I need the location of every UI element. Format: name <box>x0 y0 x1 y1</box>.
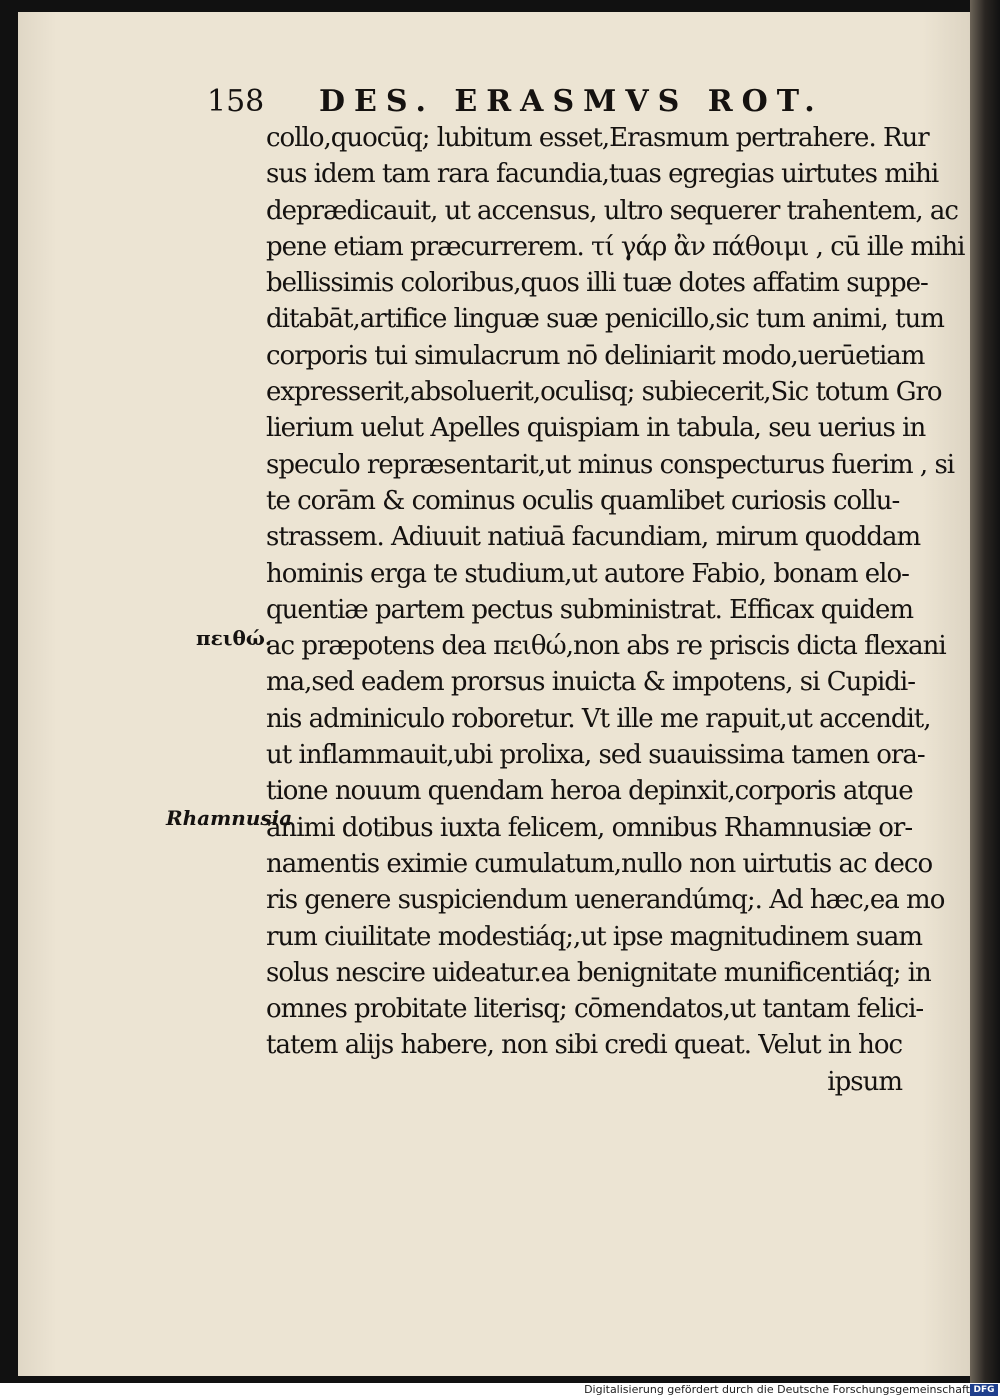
text-line: te corām & cominus oculis quamlibet curiosis collu- <box>266 485 900 516</box>
text-line: expresserit,absoluerit,oculisq; subiecerit,Sic totum Gro <box>266 377 942 408</box>
text-line: speculo repræsentarit,ut minus conspecturus fuerim , si <box>266 449 955 480</box>
text-line: lierium uelut Apelles quispiam in tabula, seu uerius in <box>266 413 926 444</box>
text-line: strassem. Adiuuit natiuā facundiam, mirum quoddam <box>266 522 921 553</box>
text-line: nis adminiculo roboretur. Vt ille me rapuit,ut accendit, <box>266 703 931 734</box>
text-line: collo,quocūq; lubitum esset,Erasmum pertrahere. Rur <box>266 123 929 153</box>
text-line: ut inflammauit,ubi prolixa, sed suauissima tamen ora- <box>266 740 925 771</box>
text-line: ma,sed eadem prorsus inuicta & impotens, si Cupidi- <box>266 667 916 698</box>
page-edge-shadow <box>970 0 1000 1383</box>
text-line: rum ciuilitate modestiáq;,ut ipse magnitudinem suam <box>266 921 923 952</box>
margin-note-peitho: πειθώ. <box>196 626 272 650</box>
page-number: 158 <box>207 84 265 119</box>
text-line: ris genere suspiciendum uenerandúmq;. Ad hæc,ea mo <box>266 885 945 916</box>
text-line: sus idem tam rara facundia,tuas egregias uirtutes mihi <box>266 159 939 190</box>
text-line: tione nouum quendam heroa depinxit,corporis atque <box>266 776 913 807</box>
catchword: ipsum <box>827 1066 902 1097</box>
text-line: omnes probitate literisq; cōmendatos,ut tantam felici- <box>266 994 924 1025</box>
text-line: deprædicauit, ut accensus, ultro sequerer trahentem, ac <box>266 195 958 226</box>
digitization-credit: Digitalisierung gefördert durch die Deutsche Forschungsgemeinschaft <box>584 1383 970 1396</box>
page-header <box>207 82 877 122</box>
text-line: solus nescire uideatur.ea benignitate munificentiáq; in <box>266 957 931 988</box>
text-line: quentiæ partem pectus subministrat. Efficax quidem <box>266 594 914 625</box>
dfg-logo: DFG <box>970 1384 998 1396</box>
text-line: tatem alijs habere, non sibi credi queat. Velut in hoc <box>266 1030 903 1061</box>
running-head: DES. ERASMVS ROT. <box>319 84 824 119</box>
text-line: ditabāt,artifice linguæ suæ penicillo,sic tum animi, tum <box>266 304 944 335</box>
margin-note-rhamnusia: Rhamnusia <box>166 806 293 830</box>
text-line: ac præpotens dea πειθώ,non abs re priscis dicta flexani <box>266 631 946 662</box>
text-line: corporis tui simulacrum nō deliniarit modo,uerūetiam <box>266 340 925 371</box>
text-line: animi dotibus iuxta felicem, omnibus Rhamnusiæ or- <box>266 812 913 843</box>
text-line: pene etiam præcurrerem. τί γάρ ἂν πάθοιμι , cū ille mihi <box>266 231 965 262</box>
body-text <box>266 120 965 1100</box>
text-line: hominis erga te studium,ut autore Fabio, bonam elo- <box>266 558 909 589</box>
text-line: namentis eximie cumulatum,nullo non uirtutis ac deco <box>266 848 933 879</box>
text-line: bellissimis coloribus,quos illi tuæ dotes affatim suppe- <box>266 268 928 299</box>
